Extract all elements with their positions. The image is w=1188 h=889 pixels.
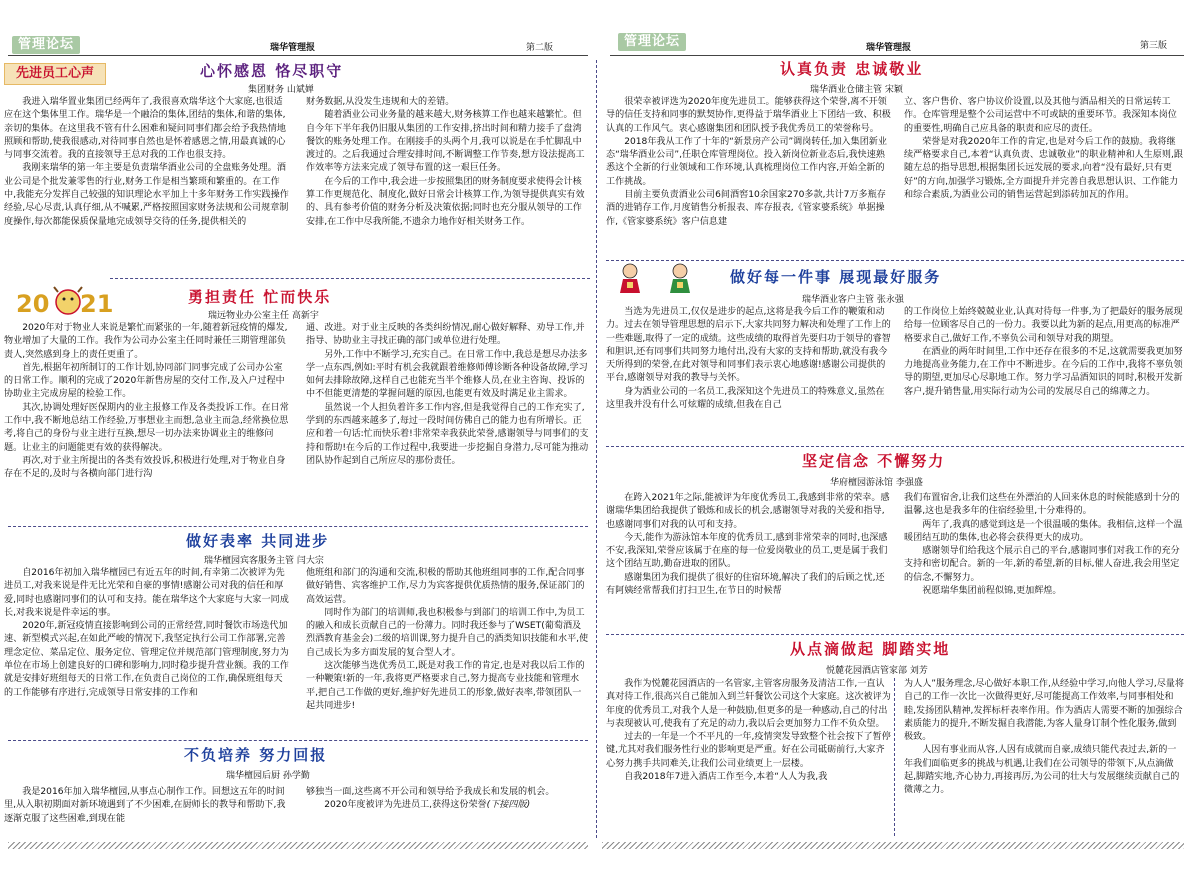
column-divider [894, 678, 895, 836]
article-column [306, 786, 590, 838]
paragraph: 我们布置宿舍,让我们这些在外漂泊的人回来休息的时候能感到十分的温馨,这也是我多年的住宿经验里,十分难得的。 [904, 493, 1180, 517]
paragraph: 另外,工作中不断学习,充实自己。在日常工作中,我总是想尽办法多学一点东西,例如:平时有机会我就跟着维修师傅诊断各种设备故障,学习如何去排除故障,这样自己也能充当半个维修人员,在业主咨询、投诉的中不但能更清楚的掌握问题的原因,也能更有效及时满足业主需求。 [306, 349, 588, 400]
section-divider [606, 260, 1184, 261]
article-title: 坚定信念 不懈努力 [802, 452, 946, 470]
article-column [606, 96, 892, 254]
article-byline: 瑞远物业办公室主任 高新宇 [208, 311, 319, 321]
article-column [4, 96, 290, 270]
article-column [606, 492, 892, 626]
paragraph: 自我2018年7进入酒店工作至今,本着“人人为我,我 [624, 772, 828, 783]
page-number: 第三版 [1140, 41, 1168, 51]
article-title: 心怀感恩 恪尽职守 [200, 62, 344, 80]
paragraph: 同时作为部门的培训师,我也积极参与到部门的培训工作中,为员工的融入和成长贡献自己的一份薄力。同时我还参与了WSET(葡萄酒及烈酒教育基金会)二级的培训课,努力提升自己的酒类知识技能和水平,使自己成长为多方面发展的复合型人才。 [306, 607, 589, 658]
paragraph: 够独当一面,这些离不开公司和领导给予我成长和发展的机会。 [306, 787, 555, 797]
article-byline: 瑞华檀园后厨 孙学勤 [226, 771, 310, 781]
paragraph: 感谢领导们给我这个展示自己的平台,感谢同事们对我工作的充分支持和密切配合。新的一年,新的希望,新的目标,催人奋进,我会用坚定的信念,不懈努力。 [904, 546, 1180, 583]
article-column [4, 786, 290, 838]
svg-text:20: 20 [16, 290, 50, 318]
paragraph: 过去的一年是一个不平凡的一年,疫情突发导致整个社会按下了暂停键,尤其对我们服务性行业的影响更是严重。好在公司砥砺前行,大家齐心努力携手共同难关,让我们公司业绩更上一层楼。 [606, 732, 891, 769]
article-byline: 瑞华酒业仓储主管 宋颖 [810, 85, 903, 95]
article-byline: 集团财务 山斌婵 [248, 85, 314, 95]
paragraph: 感谢集团为我们提供了很好的住宿环境,解决了我们的后顾之忧,还有阿姨经常帮我们打扫卫生,在节日的时候帮 [606, 572, 885, 597]
paragraph: 其次,协调处理好医保期内的业主报修工作及各类投诉工作。在日常工作中,我不断地总结工作经验,万事想业主而想,急业主而急,经常换位思考,将自己的身份与业主进行互换,想尽一切办法来协调业主的维修问题。让业主的问题能更有效的获得解决。 [4, 402, 289, 453]
article-title: 做好表率 共同进步 [186, 532, 330, 550]
page-number: 第二版 [526, 43, 554, 53]
section-divider [8, 740, 588, 741]
paragraph: 祝愿瑞华集团前程似锦,更加辉煌。 [922, 586, 1062, 597]
paragraph: 2020年对于物业人来说是繁忙而紧张的一年,随着新冠疫情的爆发,物业增加了大量的工作。我作为公司办公室主任同时兼任三期管理部负责人,突然感到身上的责任更重了。 [4, 323, 288, 360]
paper-name: 瑞华管理报 [866, 43, 912, 53]
paragraph: 我进入瑞华置业集团已经两年了,我很喜欢瑞华这个大家庭,也很适应在这个集体里工作。瑞华是一个融洽的集体,团结的集体,和谐的集体,亲切的集体。在这里我不管有什么困难和疑问同事们都会给予我热情地照顾和帮助,使我很感动,对待同事自然也是怀着感恩之情,用最真诚的心与同事交流着。我的直接领导王总对我的工作也很支持。 [4, 97, 286, 161]
section-divider [606, 446, 1184, 447]
fortune-doll-icon [614, 262, 646, 294]
article-title: 勇担责任 忙而快乐 [188, 288, 332, 306]
paragraph: 随着酒业公司业务量的越来越大,财务核算工作也越来越繁忙。但自今年下半年我仍旧服从集团的工作安排,挤出时间和精力接手了盘湾餐饮的账务处理工作。在刚接手的头两个月,我可以说是在手忙脚乱中渡过的。之后我通过合理安排时间,不断调整工作节奏,想方设法提高工作效率等方法来完成了领导布置的这一艰巨任务。 [306, 110, 585, 174]
article-column [306, 96, 590, 270]
paragraph: 财务数据,从没发生违规和大的差错。 [306, 97, 455, 107]
paragraph: 的工作岗位上始终兢兢业业,认真对待每一件事,为了把最好的服务展现给每一位顾客尽自己的一份力。我要以此为新的起点,用更高的标准严格要求自己,做好工作,不辜负公司和领导对我的期望。 [904, 307, 1183, 344]
paragraph: 今天,能作为游泳馆本年度的优秀员工,感到非常荣幸的同时,也深感不安,我深知,荣誉应该属于在座的每一位爱岗敬业的员工,更是属于我们这个团结互助,勤奋进取的团队。 [606, 532, 888, 570]
column-badge: 管理论坛 [618, 33, 686, 51]
paragraph [306, 799, 590, 812]
paragraph: 再次,对于业主所提出的各类有效投诉,积极进行处理,对于物业自身存在不足的,及时与各横向部门进行沟 [4, 455, 286, 480]
paragraph: 我作为悦麓花园酒店的一名管家,主管客房服务及清洁工作,一直认真对待工作,很高兴自己能加入到兰轩餐饮公司这个大家庭。这次被评为年度的优秀员工,对我个人是一种鼓励,但更多的是一种感动,自己的付出与表现被认可,使我有了充足的动力,我以后会更加努力工作不负众望。 [606, 679, 891, 729]
paragraph: 两年了,我真的感觉到这是一个很温暖的集体。我相信,这样一个温暖团结互助的集体,也必将会获得更大的成功。 [904, 519, 1183, 543]
paragraph: 在跨入2021年之际,能被评为年度优秀员工,我感到非常的荣幸。感谢瑞华集团给我提供了锻炼和成长的机会,感谢领导对我的关爱和指导,也感谢同事们对我的认可和支持。 [606, 493, 890, 530]
article-column [606, 678, 892, 838]
paragraph: 首先,根据年初所制订的工作计划,协同部门同事完成了公司办公室的日常工作。顺利的完成了2020年新售房屋的交付工作,及入户过程中协助业主完成房屋的检验工作。 [4, 362, 285, 400]
footer-border [8, 842, 588, 849]
section-tag: 先进员工心声 [4, 63, 106, 85]
article-column [306, 567, 590, 737]
footer-border [602, 842, 1184, 849]
paragraph: 很荣幸被评选为2020年度先进员工。能够获得这个荣誉,离不开领导的信任支持和同事的默契协作,更得益于瑞华酒业上下团结一致、积极认真的工作风气。衷心感谢集团和团队授予我优秀员工的荣誉称号。 [606, 97, 891, 134]
paragraph: 2020年,新冠疫情直接影响到公司的正常经营,同时餐饮市场迭代加速、新型模式兴起,在如此严峻的情况下,我坚定执行公司工作部署,完善理念定位、菜品定位、服务定位、管理定位并规范部门管理制度,努力为单位在市场上创建良好的口碑和影响力,同时稳步提升营业额。我的工作就是安排好班组每天的日常工作,在负责自己岗位的工作,确保班组每天的工作能够有序进行,完成领导日常安排的工作和 [4, 621, 289, 698]
paragraph: 在今后的工作中,我会进一步按照集团的财务制度要求使得会计核算工作更规范化、制度化,做好日常会计核算工作,为领导提供真实有效的、具有参考价值的财务分析及决策依据;同时也充分服从领导的工作安排,在工作中尽我所能,不遗余力地作好相关财务工作。 [306, 176, 585, 227]
paragraph: 为人人”服务理念,尽心做好本职工作,从经验中学习,向他人学习,尽量将自己的工作一次比一次做得更好,尽可能提高工作效率,与同事相处和睦,发扬团队精神,发挥标杆表率作用。作为酒店人需要不断的加强综合素质能力的提升,不断发掘自我潜能,为客人量身订制个性化服务,做到极致。 [904, 679, 1184, 743]
article-column [904, 96, 1184, 254]
page-three [594, 0, 1188, 889]
paragraph: 虽然说一个人担负着许多工作内容,但是我觉得自己的工作充实了,学到的东西越来越多了,每过一段时间仿佛自己的能力也有所增长。正应和着一句话:忙而快乐着!非常荣幸我获此荣誉,感谢领导与同事们的支持和帮助!在今后的工作过程中,我要进一步挖掘自身潜力,尽可能为推动团队协作起到自己所应尽的那份责任。 [306, 402, 589, 466]
year-2021-ox-icon [14, 284, 114, 320]
article-column [4, 322, 290, 524]
paragraph-text: 2020年度被评为先进员工,获得这份荣誉 [324, 800, 487, 811]
article-column [606, 306, 892, 440]
paragraph: 他班组和部门的沟通和交流,积极的帮助其他班组同事的工作,配合同事做好销售、宾客维护工作,尽力为宾客提供优质热情的服务,保证部门的高效运营。 [306, 568, 585, 605]
article-title: 不负培养 努力回报 [184, 746, 328, 764]
paragraph: 人因有事业而从容,人因有成就而自豪,成绩只能代表过去,新的一年我们面临更多的挑战与机遇,让我们在公司领导的带领下,从点滴做起,脚踏实地,齐心协力,再接再厉,为公司的壮大与发展继续贡献自己的微薄之力。 [904, 745, 1180, 796]
svg-text:21: 21 [80, 290, 114, 318]
paragraph: 荣誉是对我2020年工作的肯定,也是对今后工作的鼓励。我将继续严格要求自己,本着“认真负责、忠诚敬业”的职业精神和人生原则,跟随左总的指导思想,根据集团长远发展的要求,向着“没有最好,只有更好”的方向,加强学习锻炼,全方面提升并完善自我思想认识、工作能力和综合素质,为酒业公司的销售运营起到添砖加瓦的作用。 [904, 136, 1183, 201]
paragraph: 这次能够当选优秀员工,既是对我工作的肯定,也是对我以后工作的一种鞭策!新的一年,我将更严格要求自己,努力提高专业技能和管理水平,把自己工作做的更好,维护好先进员工的形象,做好表率,带领团队一起共同进步! [306, 661, 585, 711]
article-column [904, 678, 1184, 838]
article-title: 做好每一件事 展现最好服务 [730, 268, 942, 286]
paragraph: 当选为先进员工,仅仅是进步的起点,这将是我今后工作的鞭策和动力。过去在领导管理思想的启示下,大家共同努力解决和处理了工作上的一些难题,取得了一定的成绩。这些成绩的取得首先要归功于领导的睿智和胆识,还有同事们共同努力地付出,没有大家的支持和帮助,就没有我今天所得到的荣誉,在此对领导和同事们表示衷心地感谢!感谢公司提供的平台,感谢领导对我的教导与关怀。 [606, 307, 891, 384]
section-divider [110, 278, 590, 279]
column-badge: 管理论坛 [12, 36, 80, 54]
header-rule [8, 55, 588, 56]
article-byline: 华府檀园游泳馆 李强盛 [830, 478, 923, 488]
article-column [4, 567, 290, 737]
paragraph: 身为酒业公司的一名员工,我深知这个先进员工的特殊意义,虽然在这里我并没有什么可炫耀的成绩,但我在自己 [606, 386, 885, 411]
article-title: 认真负责 忠诚敬业 [780, 60, 924, 78]
fortune-doll-icon [664, 262, 696, 294]
article-column [904, 492, 1184, 626]
header-rule [610, 55, 1184, 56]
paragraph: 在酒业的两年时间里,工作中还存在很多的不足,这就需要我更加努力地提高业务能力,在工作中不断进步。在今后的工作中,我将不辜负领导的期望,更加尽心尽职地工作。努力学习品酒知识的同时,积极开发新客户,提升销售量,用实际行动为公司的发展尽自己的绵薄之力。 [904, 346, 1183, 397]
article-byline: 瑞华酒业客户主管 张永强 [802, 295, 904, 305]
paragraph: 目前主要负责酒业公司6间酒窖10余国家270多款,共计7万多瓶存酒的进销存工作,月度销售分析报表、库存报表,《管家婆系统》单据操作,《管家婆系统》客户信息建 [606, 190, 886, 227]
continued-note: (下接四版) [486, 800, 531, 811]
paper-name: 瑞华管理报 [270, 43, 316, 53]
paragraph: 我是2016年加入瑞华檀园,从事点心制作工作。回想这五年的时间里,从入职初期面对新环境遇到了不少困难,在厨师长的教导和帮助下,我逐渐克服了这些困难,到现在能 [4, 787, 286, 824]
section-divider [8, 526, 588, 527]
article-title: 从点滴做起 脚踏实地 [790, 640, 951, 658]
paragraph: 自2016年初加入瑞华檀园已有近五年的时间,有幸第二次被评为先进员工,对我来说是件无比光荣和自豪的事情!感谢公司对我的信任和厚爱,同时也感谢同事们的认可和支持。能在瑞华这个大家庭与大家一同成长,对我来说是件幸运的事。 [4, 568, 289, 618]
paragraph: 我刚来瑞华的第一年主要是负责瑞华酒业公司的全盘账务处理。酒业公司是个批发兼零售的行业,财务工作是相当繁琐和繁重的。在工作中,我能充分发挥自己较强的知识理论水平加上十多年财务工作实践操作经验,尽心尽责,认真仔细,从不喊累,严格按照国家财务法规和公司规章制度操作,每次都能保质保量地完成领导交待的任务,提供相关的 [4, 163, 289, 227]
article-column [306, 322, 590, 524]
article-byline: 悦麓花园酒店管家部 刘芳 [826, 666, 928, 676]
paragraph: 2018年我从工作了十年的“新景房产公司”调岗转任,加入集团新业态“瑞华酒业公司”,任职仓库管理岗位。投入新岗位新业态后,我快速熟悉这个全新的行业领域和工作环境,认真梳理岗位工作内容,开始全新的工作挑战。 [606, 136, 887, 187]
paragraph: 通、改进。对于业主反映的各类纠纷情况,耐心做好解释、劝导工作,并指导、协助业主寻找正确的部门或单位进行处理。 [306, 323, 585, 347]
article-column [904, 306, 1184, 440]
paragraph: 立、客户售价、客户协议价设置,以及其他与酒品相关的日常运转工作。仓库管理是整个公司运营中不可或缺的重要环节。我深知本岗位的重要性,明确自己应具备的职责和应尽的责任。 [904, 97, 1177, 134]
section-divider [606, 634, 1184, 635]
article-byline: 瑞华檀园宾客服务主管 闫大宗 [204, 556, 324, 566]
